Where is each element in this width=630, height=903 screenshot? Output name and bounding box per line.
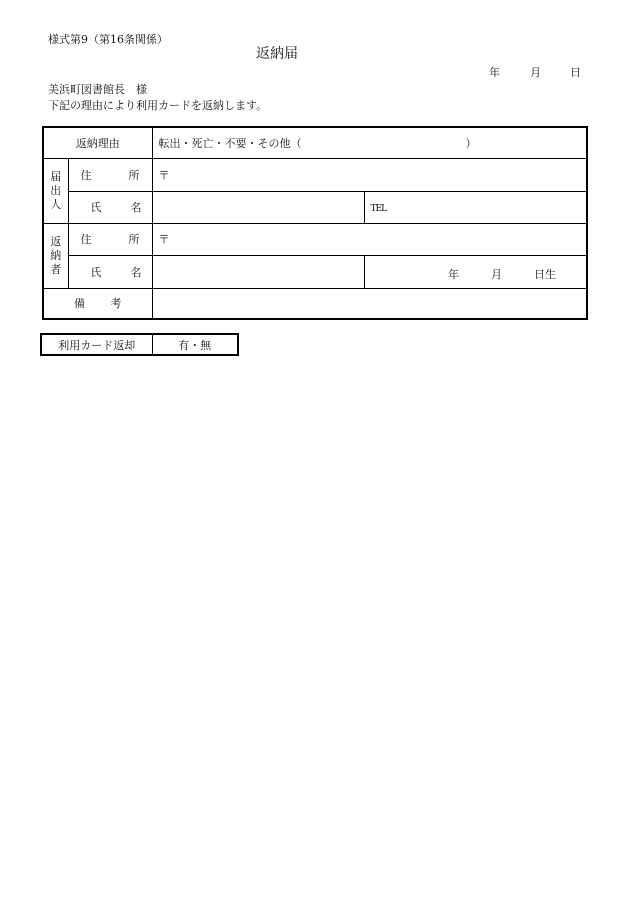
- submitter-address-field[interactable]: [152, 158, 587, 191]
- submitter-tel-field[interactable]: [364, 191, 587, 223]
- submitter-address-row: [43, 158, 587, 191]
- tel-mark: TEL: [370, 203, 387, 214]
- date-month-label: 月: [530, 66, 541, 79]
- returner-address-label: 住 所: [68, 223, 152, 255]
- form-number: 様式第9（第16条関係）: [48, 33, 168, 46]
- postal-mark: 〒: [158, 233, 170, 246]
- recipient-line: 美浜町図書館長 様: [48, 83, 147, 96]
- return-form-table: [42, 126, 588, 320]
- submitter-name-label: 氏 名: [68, 191, 152, 223]
- intro-text: 下記の理由により利用カードを返納します。: [48, 99, 268, 112]
- birth-day-label: 日生: [534, 267, 556, 281]
- returner-name-label: 氏 名: [68, 255, 152, 288]
- card-return-choice[interactable]: 有・無: [152, 334, 238, 355]
- card-return-label: 利用カード返却: [41, 334, 152, 355]
- date-day-label: 日: [570, 66, 581, 79]
- returner-section-label: 返 納 者: [43, 223, 68, 288]
- submitter-name-field[interactable]: [152, 191, 364, 223]
- submitter-section-label: 届 出 人: [43, 158, 68, 223]
- birth-month-label: 月: [491, 267, 502, 281]
- remarks-field[interactable]: [152, 288, 587, 319]
- reason-options: 転出・死亡・不要・その他（: [158, 136, 302, 150]
- remarks-row: [43, 288, 587, 319]
- date-year-label: 年: [489, 66, 500, 79]
- returner-birthdate-field[interactable]: [364, 255, 587, 288]
- document-title: 返納届: [256, 46, 298, 62]
- postal-mark: 〒: [158, 168, 170, 182]
- reason-row: [43, 127, 587, 158]
- reason-close-paren: ）: [465, 136, 477, 150]
- submitter-name-row: [43, 191, 587, 223]
- reason-field[interactable]: [152, 127, 587, 158]
- card-return-table: [40, 333, 239, 356]
- returner-address-field[interactable]: [152, 223, 587, 255]
- returner-name-field[interactable]: [152, 255, 364, 288]
- birth-year-label: 年: [448, 267, 459, 281]
- remarks-label: 備 考: [43, 288, 152, 319]
- returner-name-row: [43, 255, 587, 288]
- returner-address-row: [43, 223, 587, 255]
- submitter-address-label: 住 所: [68, 158, 152, 191]
- reason-label: 返納理由: [43, 127, 152, 158]
